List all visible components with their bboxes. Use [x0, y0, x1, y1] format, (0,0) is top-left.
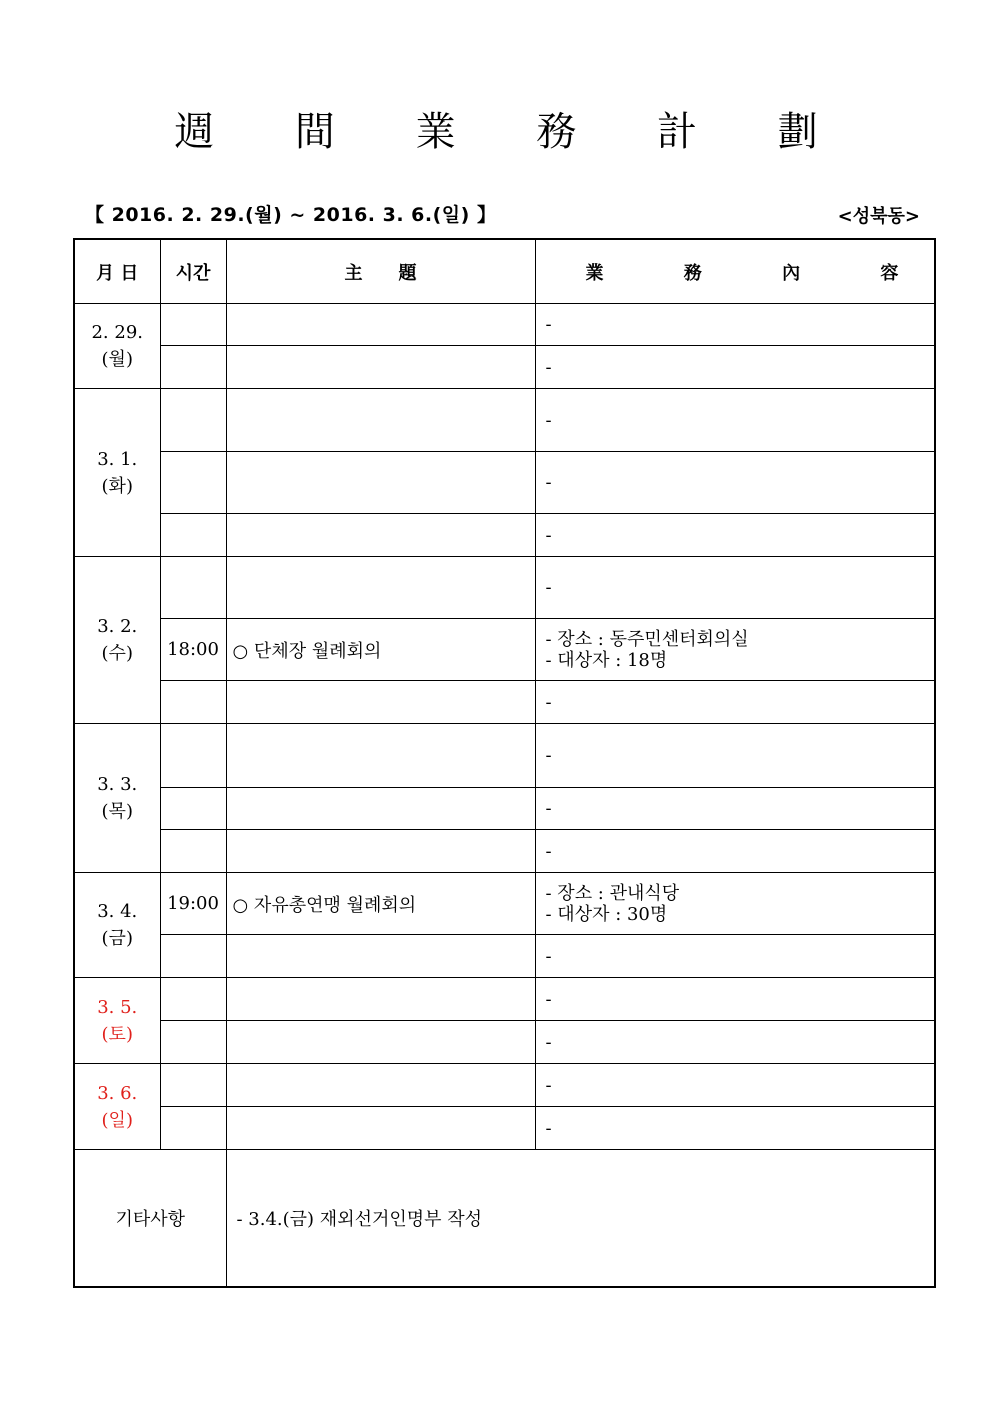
- date-cell: [74, 873, 160, 978]
- detail-cell: [535, 935, 935, 978]
- table-body: [74, 304, 935, 1150]
- detail-cell: [535, 724, 935, 788]
- table-row: [74, 557, 935, 619]
- header-detail: [535, 239, 935, 304]
- detail-cell: [535, 1064, 935, 1107]
- detail-line: -: [545, 1031, 552, 1053]
- detail-line: -: [545, 472, 552, 493]
- time-cell: 19:00: [160, 873, 226, 935]
- date-text: 3. 1.: [97, 448, 138, 470]
- date-cell: [74, 1064, 160, 1150]
- detail-line: -: [545, 798, 552, 819]
- topic-cell: [226, 1064, 535, 1107]
- topic-cell: [226, 514, 535, 557]
- detail-cell: [535, 389, 935, 452]
- detail-cell: [535, 452, 935, 514]
- time-cell: [160, 346, 226, 389]
- etc-content: - 3.4.(금) 재외선거인명부 작성: [226, 1150, 935, 1287]
- date-text: 3. 4.: [97, 901, 138, 922]
- table-row: [74, 1107, 935, 1150]
- detail-cell: [535, 873, 935, 935]
- table-row: [74, 978, 935, 1021]
- header-detail-1: 業: [585, 262, 604, 284]
- topic-cell: [226, 1021, 535, 1064]
- time-cell: [160, 514, 226, 557]
- time-cell: [160, 389, 226, 452]
- weekly-plan-table: [73, 238, 936, 1288]
- date-text: 3. 2.: [97, 616, 138, 637]
- topic-cell: [226, 724, 535, 788]
- time-cell: [160, 788, 226, 830]
- detail-line: -: [545, 356, 552, 378]
- table-row: [74, 724, 935, 788]
- date-cell: [74, 389, 160, 557]
- time-cell: [160, 935, 226, 978]
- time-cell: [160, 557, 226, 619]
- date-cell: [74, 978, 160, 1064]
- detail-line: -: [545, 840, 552, 862]
- weekday-text: (일): [101, 1109, 133, 1131]
- detail-cell: [535, 681, 935, 724]
- header-detail-3: 內: [782, 262, 801, 284]
- topic-cell: [226, 557, 535, 619]
- table-row: [74, 681, 935, 724]
- time-cell: [160, 681, 226, 724]
- topic-cell: [226, 389, 535, 452]
- table-row: [74, 830, 935, 873]
- detail-line: - 장소 : 동주민센터회의실: [545, 628, 749, 650]
- detail-cell: [535, 557, 935, 619]
- weekday-text: (토): [101, 1023, 133, 1045]
- header-detail-2: 務: [683, 262, 702, 284]
- topic-cell: [226, 978, 535, 1021]
- table-row: [74, 389, 935, 452]
- detail-cell: [535, 619, 935, 681]
- table-row: [74, 514, 935, 557]
- date-text: 3. 3.: [97, 774, 138, 795]
- table-row: [74, 304, 935, 346]
- detail-line: -: [545, 988, 552, 1010]
- topic-cell: [226, 346, 535, 389]
- table-row: [74, 619, 935, 681]
- detail-line: - 대상자 : 18명: [545, 649, 668, 671]
- detail-cell: [535, 830, 935, 873]
- time-cell: [160, 1021, 226, 1064]
- detail-line: -: [545, 314, 552, 335]
- topic-cell: [226, 681, 535, 724]
- detail-cell: [535, 788, 935, 830]
- table-row: [74, 873, 935, 935]
- page-title: 週 間 業 務 計 劃: [174, 109, 852, 155]
- date-cell: [74, 557, 160, 724]
- date-text: 2. 29.: [91, 322, 144, 343]
- table-row: [74, 935, 935, 978]
- date-text: 3. 6.: [97, 1082, 138, 1104]
- detail-cell: [535, 1107, 935, 1150]
- weekday-text: (금): [101, 928, 133, 949]
- detail-line: -: [545, 945, 552, 967]
- weekday-text: (수): [101, 643, 133, 664]
- time-cell: [160, 978, 226, 1021]
- detail-line: -: [545, 1117, 552, 1139]
- detail-cell: [535, 514, 935, 557]
- detail-cell: [535, 304, 935, 346]
- department-label: <성북동>: [837, 206, 920, 227]
- date-cell: [74, 304, 160, 389]
- header-detail-4: 容: [880, 262, 899, 284]
- topic-cell: [226, 788, 535, 830]
- topic-cell: [226, 452, 535, 514]
- detail-line: -: [545, 1074, 552, 1096]
- date-text: 3. 5.: [97, 996, 138, 1018]
- topic-cell: [226, 935, 535, 978]
- detail-line: - 대상자 : 30명: [545, 903, 668, 925]
- time-cell: [160, 304, 226, 346]
- detail-line: -: [545, 691, 552, 713]
- date-cell: [74, 724, 160, 873]
- table-row: [74, 1021, 935, 1064]
- time-cell: [160, 452, 226, 514]
- topic-cell: [226, 830, 535, 873]
- table-header-row: [74, 239, 935, 304]
- time-cell: [160, 1064, 226, 1107]
- table-row: [74, 346, 935, 389]
- header-date: 月 日: [74, 239, 160, 304]
- table-row: [74, 452, 935, 514]
- time-cell: [160, 1107, 226, 1150]
- detail-line: -: [545, 409, 552, 431]
- detail-line: - 장소 : 관내식당: [545, 882, 680, 904]
- etc-label: 기타사항: [74, 1150, 226, 1287]
- topic-cell: [226, 304, 535, 346]
- weekday-text: (화): [101, 475, 133, 497]
- time-cell: [160, 830, 226, 873]
- header-topic: 主 題: [226, 239, 535, 304]
- topic-cell: ○ 자유총연맹 월례회의: [226, 873, 535, 935]
- topic-cell: [226, 1107, 535, 1150]
- detail-line: -: [545, 577, 552, 598]
- etc-row: [74, 1150, 935, 1287]
- detail-cell: [535, 1021, 935, 1064]
- weekday-text: (목): [101, 801, 133, 822]
- header-time: 시간: [160, 239, 226, 304]
- time-cell: 18:00: [160, 619, 226, 681]
- detail-cell: [535, 978, 935, 1021]
- period-range: 【 2016. 2. 29.(월) ~ 2016. 3. 6.(일) 】: [85, 204, 497, 226]
- topic-cell: ○ 단체장 월례회의: [226, 619, 535, 681]
- table-row: [74, 1064, 935, 1107]
- detail-line: -: [545, 745, 552, 766]
- weekday-text: (월): [101, 349, 133, 370]
- detail-line: -: [545, 524, 552, 546]
- table-row: [74, 788, 935, 830]
- time-cell: [160, 724, 226, 788]
- detail-cell: [535, 346, 935, 389]
